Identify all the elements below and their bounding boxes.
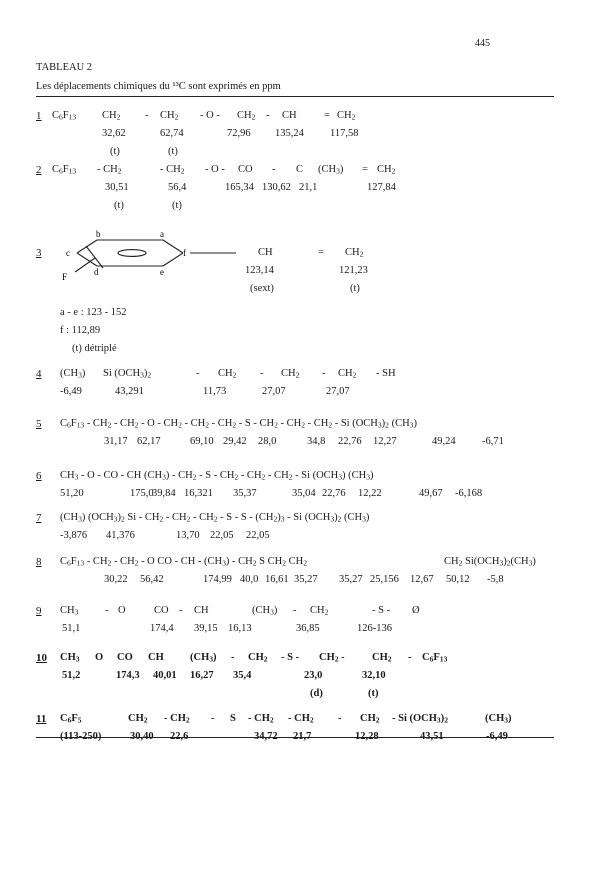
chemical-shift-value: 174,4: [150, 623, 174, 634]
chemical-shift-value: 135,24: [275, 128, 304, 139]
chemical-shift-value: 40,01: [153, 670, 177, 681]
chemical-shift-value: 30,51: [105, 182, 129, 193]
chemical-shift-value: 13,70: [176, 530, 200, 541]
chemical-shift-value: 22,76: [322, 488, 346, 499]
formula-fragment: $CH_2$ $Si(OCH_3)_2(CH_3)$: [444, 556, 536, 568]
formula-fragment: CO: [238, 164, 253, 175]
chemical-shift-value: 32,10: [362, 670, 386, 681]
chemical-shift-value: 35,04: [292, 488, 316, 499]
formula-fragment: CH: [194, 605, 209, 616]
multiplicity-label: (sext): [250, 283, 274, 294]
formula-fragment: -: [260, 368, 264, 379]
chemical-shift-value: 130,62: [262, 182, 291, 193]
formula-fragment: O: [95, 652, 104, 663]
multiplicity-label: (t): [172, 200, 182, 211]
chemical-shift-value: 123,14: [245, 265, 274, 276]
chemical-shift-value: 21,1: [299, 182, 318, 193]
table-title: TABLEAU 2: [36, 62, 93, 73]
chemical-shift-value: 72,96: [227, 128, 251, 139]
formula-fragment: =: [318, 247, 324, 258]
chemical-shift-value: 23,0: [304, 670, 323, 681]
ring-label-d: d: [94, 267, 99, 277]
formula-fragment: -: [322, 368, 326, 379]
formula-fragment: $C_6F_{13} - CH_2 - CH_2$ - O CO - CH - $(CH_3) - CH_2$ S $CH_2$ $CH_2$: [60, 556, 308, 568]
chemical-shift-value: 27,07: [262, 386, 286, 397]
formula-fragment: - $CH_2$: [160, 164, 185, 176]
chemical-shift-value: 35,4: [233, 670, 252, 681]
formula-fragment: Si $(OCH_3)_2$: [103, 368, 152, 380]
chemical-shift-value: 35,37: [233, 488, 257, 499]
chemical-shift-value: 16,321: [184, 488, 213, 499]
formula-fragment: -: [179, 605, 183, 616]
formula-fragment: -: [196, 368, 200, 379]
chemical-shift-value: 62,17: [137, 436, 161, 447]
formula-fragment: $(CH_3)$: [318, 164, 344, 176]
chemical-shift-value: -6,71: [482, 436, 504, 447]
formula-fragment: $CH_2$: [372, 652, 392, 664]
chemical-shift-value: 34,8: [307, 436, 326, 447]
ring-label-a: a: [160, 229, 164, 239]
formula-fragment: $C_6F_{13}$: [52, 110, 77, 122]
formula-fragment: $CH_2$: [281, 368, 300, 380]
chemical-shift-value: -6,168: [455, 488, 483, 499]
formula-fragment: - $CH_2$: [288, 713, 314, 725]
chemical-shift-value: 165,34: [225, 182, 254, 193]
compound-number: 5: [36, 418, 42, 430]
chemical-shift-value: 49,24: [432, 436, 456, 447]
formula-fragment: CO: [117, 652, 133, 663]
formula-fragment: -: [145, 110, 149, 121]
chemical-shift-value: 69,10: [190, 436, 214, 447]
formula-fragment: $CH_2$: [102, 110, 121, 122]
chemical-shift-value: 127,84: [367, 182, 396, 193]
formula-fragment: $C_6F_{13}$: [52, 164, 77, 176]
chemical-shift-value: 22,05: [246, 530, 270, 541]
chemical-shift-value: 43,291: [115, 386, 144, 397]
formula-fragment: $CH_2$: [337, 110, 356, 122]
formula-fragment: -: [408, 652, 412, 663]
formula-fragment: $C_6F_{13} - CH_2 - CH_2$ - O - $CH_2 - CH_2 - CH_2$ - S - $CH_2 - CH_2 - CH_2$ - Si $(OCH_3)_2$ $(CH_3)$: [60, 418, 417, 430]
chemical-shift-value: 22,05: [210, 530, 234, 541]
chemical-shift-value: 35,27: [339, 574, 363, 585]
formula-fragment: $(CH_3)$: [190, 652, 217, 664]
multiplicity-label: (d): [310, 688, 323, 699]
compound-number: 1: [36, 110, 42, 122]
formula-fragment: -: [105, 605, 109, 616]
multiplicity-label: (t): [168, 146, 178, 157]
formula-fragment: $CH_2$: [310, 605, 329, 617]
multiplicity-label: (t): [110, 146, 120, 157]
chemical-shift-value: 51,2: [62, 670, 81, 681]
chemical-shift-value: 50,12: [446, 574, 470, 585]
chemical-shift-value: 40,0: [240, 574, 259, 585]
chemical-shift-value: 12,27: [373, 436, 397, 447]
chemical-shift-value: 126-136: [357, 623, 392, 634]
bottom-rule: [36, 737, 554, 738]
formula-fragment: - $CH_2$: [248, 713, 274, 725]
formula-fragment: -: [266, 110, 270, 121]
chemical-shift-value: 31,17: [104, 436, 128, 447]
chemical-shift-value: 51,1: [62, 623, 81, 634]
formula-fragment: $CH_3$: [60, 605, 79, 617]
formula-fragment: O: [118, 605, 126, 616]
compound-number: 7: [36, 512, 42, 524]
chemical-shift-value: 56,4: [168, 182, 187, 193]
chemical-shift-value: 30,22: [104, 574, 128, 585]
formula-fragment: $CH_2$: [377, 164, 396, 176]
chemical-shift-value: 11,73: [203, 386, 227, 397]
compound-3-note-multiplicity: (t) détriplé: [72, 343, 117, 354]
multiplicity-label: (t): [114, 200, 124, 211]
formula-fragment: -: [272, 164, 276, 175]
chemical-shift-value: 29,42: [223, 436, 247, 447]
formula-fragment: -: [211, 713, 215, 724]
formula-fragment: $CH_3$: [60, 652, 80, 664]
multiplicity-label: (t): [368, 688, 379, 699]
chemical-shift-value: 62,74: [160, 128, 184, 139]
chemical-shift-value: 121,23: [339, 265, 368, 276]
compound-number: 9: [36, 605, 42, 617]
page-number: 445: [475, 38, 490, 49]
chemical-shift-value: 51,20: [60, 488, 84, 499]
formula-fragment: Ø: [412, 605, 420, 616]
chemical-shift-value: 12,22: [358, 488, 382, 499]
formula-fragment: $CH_2$: [248, 652, 268, 664]
aromatic-ring-circle: [118, 250, 146, 257]
formula-fragment: CH: [148, 652, 164, 663]
chemical-shift-value: 32,62: [102, 128, 126, 139]
ring-label-fluorine: F: [62, 272, 68, 282]
formula-fragment: C: [296, 164, 304, 175]
formula-fragment: - O -: [205, 164, 225, 175]
formula-fragment: -: [338, 713, 342, 724]
chemical-shift-value: 49,67: [419, 488, 443, 499]
formula-fragment: $CH_2$: [160, 110, 179, 122]
compound-number: 2: [36, 164, 42, 176]
compound-number: 11: [36, 713, 47, 725]
table-caption: Les déplacements chimiques du ¹³C sont exprimés en ppm: [36, 81, 281, 92]
formula-fragment: - S -: [372, 605, 391, 616]
formula-fragment: =: [324, 110, 330, 121]
formula-fragment: - S -: [281, 652, 300, 663]
formula-fragment: $CH_2$: [237, 110, 256, 122]
chemical-shift-value: 12,67: [410, 574, 434, 585]
compound-number: 3: [36, 247, 42, 259]
chemical-shift-value: 16,13: [228, 623, 252, 634]
compound-number: 4: [36, 368, 42, 380]
chemical-shift-value: 175,0: [130, 488, 154, 499]
chemical-shift-value: -3,876: [60, 530, 88, 541]
formula-fragment: $CH_2$: [128, 713, 148, 725]
chemical-shift-value: 39,15: [194, 623, 218, 634]
formula-fragment: $CH_2$: [360, 713, 380, 725]
formula-fragment: $CH_2$: [218, 368, 237, 380]
chemical-shift-value: 22,76: [338, 436, 362, 447]
formula-fragment: =: [362, 164, 368, 175]
formula-fragment: $(CH_3)$: [252, 605, 278, 617]
chemical-shift-value: 39,84: [152, 488, 176, 499]
ring-label-e: e: [160, 267, 164, 277]
compound-3-note-f: f : 112,89: [60, 325, 101, 336]
formula-fragment: $(CH_3)$ $(OCH_3)_2$ Si - $CH_2 - CH_2 - CH_2$ - S - S - $(CH_2)_3$ - Si $(OCH_3)_2$ $(CH_3)$: [60, 512, 370, 524]
formula-fragment: $C_6F_5$: [60, 713, 82, 725]
chemical-shift-value: 36,85: [296, 623, 320, 634]
ring-label-c: c: [66, 248, 70, 258]
formula-fragment: - O -: [200, 110, 220, 121]
compound-number: 6: [36, 470, 42, 482]
formula-fragment: $CH_2$: [345, 247, 364, 259]
formula-fragment: S: [230, 713, 236, 724]
ring-label-f: f: [183, 248, 186, 258]
chemical-shift-value: -5,8: [487, 574, 504, 585]
chemical-shift-value: -6,49: [60, 386, 82, 397]
f-bond-left: [75, 258, 95, 272]
compound-number: 10: [36, 652, 47, 664]
chemical-shift-value: 56,42: [140, 574, 164, 585]
multiplicity-label: (t): [350, 283, 360, 294]
formula-fragment: - $CH_2$: [97, 164, 122, 176]
chemical-shift-value: 117,58: [330, 128, 359, 139]
chemical-shift-value: 174,3: [116, 670, 140, 681]
chemical-shift-value: 35,27: [294, 574, 318, 585]
formula-fragment: $(CH_3)$: [60, 368, 86, 380]
formula-fragment: CH: [258, 247, 273, 258]
formula-fragment: - $CH_2$: [164, 713, 190, 725]
formula-fragment: $(CH_3)$: [485, 713, 512, 725]
formula-fragment: - SH: [376, 368, 396, 379]
formula-fragment: $CH_3$ - O - CO - CH $(CH_3) - CH_2$ - S - $CH_2 - CH_2 - CH_2$ - Si $(OCH_3)$ $(CH_3)$: [60, 470, 374, 482]
formula-fragment: -: [293, 605, 297, 616]
formula-fragment: -: [231, 652, 235, 663]
chemical-shift-value: 28,0: [258, 436, 277, 447]
chemical-shift-value: 16,61: [265, 574, 289, 585]
chemical-shift-value: 174,99: [203, 574, 232, 585]
compound-number: 8: [36, 556, 42, 568]
formula-fragment: CH: [282, 110, 297, 121]
formula-fragment: $C_6F_{13}$: [422, 652, 448, 664]
formula-fragment: CO: [154, 605, 169, 616]
ring-bond-f-e: [163, 253, 183, 266]
compound-3-note-a-e: a - e : 123 - 152: [60, 307, 127, 318]
chemical-shift-value: 16,27: [190, 670, 214, 681]
formula-fragment: $CH_2$: [338, 368, 357, 380]
chemical-shift-value: 27,07: [326, 386, 350, 397]
ring-label-b: b: [96, 229, 101, 239]
ring-bond-a-f: [163, 240, 183, 253]
formula-fragment: $CH_2$ -: [319, 652, 345, 664]
chemical-shift-value: 25,156: [370, 574, 399, 585]
chemical-shift-value: 41,376: [106, 530, 135, 541]
formula-fragment: - Si $(OCH_3)_2$: [392, 713, 448, 725]
